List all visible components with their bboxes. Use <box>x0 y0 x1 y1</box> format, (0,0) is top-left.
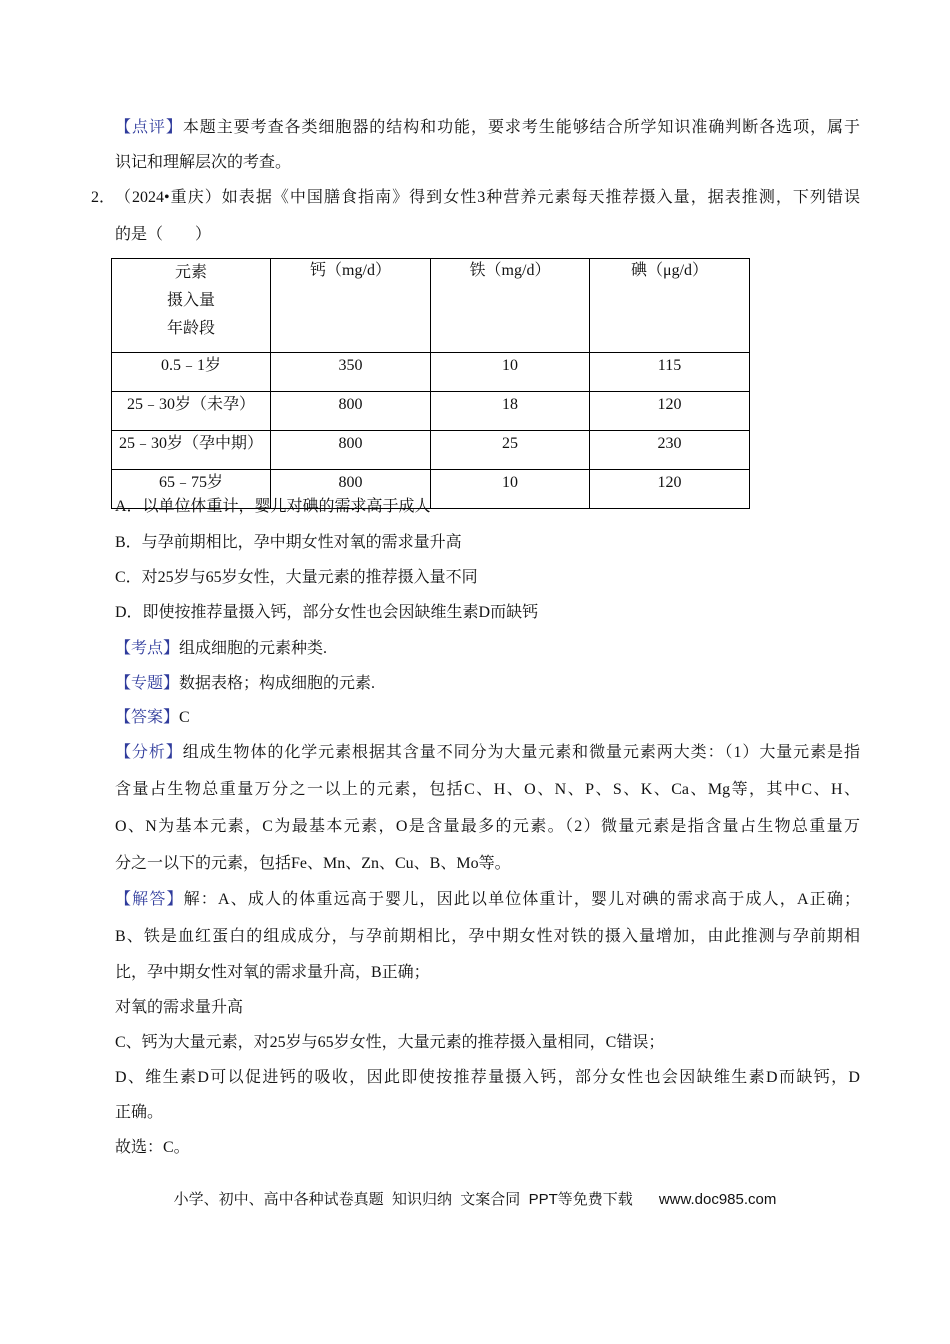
table-row <box>112 431 750 470</box>
iron-cell: 10 <box>431 353 590 392</box>
analysis-line <box>115 743 860 765</box>
age-cell: 25﹣30岁（未孕） <box>112 392 271 431</box>
calcium-cell: 350 <box>271 353 431 392</box>
knowledge-point-text: 组成细胞的元素种类. <box>179 640 328 657</box>
solution-line: C、钙为大量元素，对25岁与65岁女性，大量元素的推荐摄入量相同，C错误； <box>115 1034 665 1051</box>
header-corner-cell <box>112 259 271 353</box>
question-stem-line: 的是（ ） <box>115 226 212 243</box>
page-footer <box>0 1190 950 1210</box>
footer-site-link[interactable]: www.doc985.com <box>658 1191 777 1208</box>
iron-cell: 10 <box>431 470 590 509</box>
question-stem-line: （2024•重庆）如表据《中国膳食指南》得到女性3种营养元素每天推荐摄入量，据表推测，下列错误 <box>115 189 860 206</box>
option-d: D．即使按推荐量摄入钙，部分女性也会因缺维生素D而缺钙 <box>115 604 539 621</box>
header-iodine: 碘（μg/d） <box>590 259 750 353</box>
solution-line: 比，孕中期女性对氧的需求量升高，B正确； <box>115 964 430 981</box>
topic-text: 数据表格；构成细胞的元素. <box>179 675 376 692</box>
table-header-row <box>112 259 750 353</box>
solution-text: 解：A、成人的体重远高于婴儿，因此以单位体重计，婴儿对碘的需求高于成人，A正确； <box>183 891 860 908</box>
calcium-cell: 800 <box>271 431 431 470</box>
nutrient-intake-table <box>111 258 750 509</box>
corner-intake-label: 摄入量 <box>166 292 215 309</box>
option-b: B．与孕前期相比，孕中期女性对氧的需求量升高 <box>115 534 462 551</box>
iodine-cell: 120 <box>590 392 750 431</box>
review-line <box>115 118 860 140</box>
solution-line: 故选：C。 <box>115 1139 190 1156</box>
calcium-cell: 800 <box>271 392 431 431</box>
iodine-cell: 120 <box>590 470 750 509</box>
calcium-cell: 800 <box>271 470 431 509</box>
knowledge-point-line <box>115 639 860 661</box>
review-line: 识记和理解层次的考查。 <box>115 154 292 171</box>
age-cell: 25﹣30岁（孕中期） <box>112 431 271 470</box>
solution-line <box>115 890 860 912</box>
topic-line <box>115 674 860 696</box>
answer-text: C <box>179 709 190 726</box>
iodine-cell: 115 <box>590 353 750 392</box>
corner-element-label: 元素 <box>174 264 207 281</box>
iron-cell: 18 <box>431 392 590 431</box>
knowledge-point-tag: 【考点】 <box>115 640 180 657</box>
corner-age-label: 年龄段 <box>166 320 215 337</box>
topic-tag: 【专题】 <box>115 675 180 692</box>
age-cell: 0.5﹣1岁 <box>112 353 271 392</box>
analysis-line: 含量占生物总重量万分之一以上的元素，包括C、H、O、N、P、S、K、Ca、Mg等，其中C、H、 <box>115 781 860 798</box>
answer-tag: 【答案】 <box>115 709 180 726</box>
footer-text: 小学、初中、高中各种试卷真题 知识归纳 文案合同 PPT等免费下载 <box>173 1191 633 1208</box>
header-iron: 铁（mg/d） <box>431 259 590 353</box>
analysis-line: 分之一以下的元素，包括Fe、Mn、Zn、Cu、B、Mo等。 <box>115 855 511 872</box>
iodine-cell: 230 <box>590 431 750 470</box>
iron-cell: 25 <box>431 431 590 470</box>
analysis-line: O、N为基本元素，C为最基本元素，O是含量最多的元素。（2）微量元素是指含量占生物总重量万 <box>115 818 860 835</box>
analysis-tag: 【分析】 <box>115 744 183 761</box>
question-number: 2． <box>91 189 116 206</box>
solution-line: 对氧的需求量升高 <box>115 999 244 1016</box>
solution-tag: 【解答】 <box>115 891 184 908</box>
option-a: A．以单位体重计，婴儿对碘的需求高于成人 <box>115 498 431 515</box>
answer-line <box>115 708 860 730</box>
review-text: 本题主要考查各类细胞器的结构和功能，要求考生能够结合所学知识准确判断各选项，属于 <box>182 119 860 136</box>
solution-line: 正确。 <box>115 1104 164 1121</box>
table-row <box>112 353 750 392</box>
header-calcium: 钙（mg/d） <box>271 259 431 353</box>
table-row <box>112 392 750 431</box>
option-c: C．对25岁与65岁女性，大量元素的推荐摄入量不同 <box>115 569 478 586</box>
age-cell: 65﹣75岁 <box>112 470 271 509</box>
solution-line: D、维生素D可以促进钙的吸收，因此即使按推荐量摄入钙，部分女性也会因缺维生素D而缺钙，D <box>115 1069 860 1086</box>
review-tag: 【点评】 <box>115 119 183 136</box>
solution-line: B、铁是血红蛋白的组成成分，与孕前期相比，孕中期女性对铁的摄入量增加，由此推测与孕前期相 <box>115 928 860 945</box>
analysis-text: 组成生物体的化学元素根据其含量不同分为大量元素和微量元素两大类：（1）大量元素是指 <box>182 744 860 761</box>
